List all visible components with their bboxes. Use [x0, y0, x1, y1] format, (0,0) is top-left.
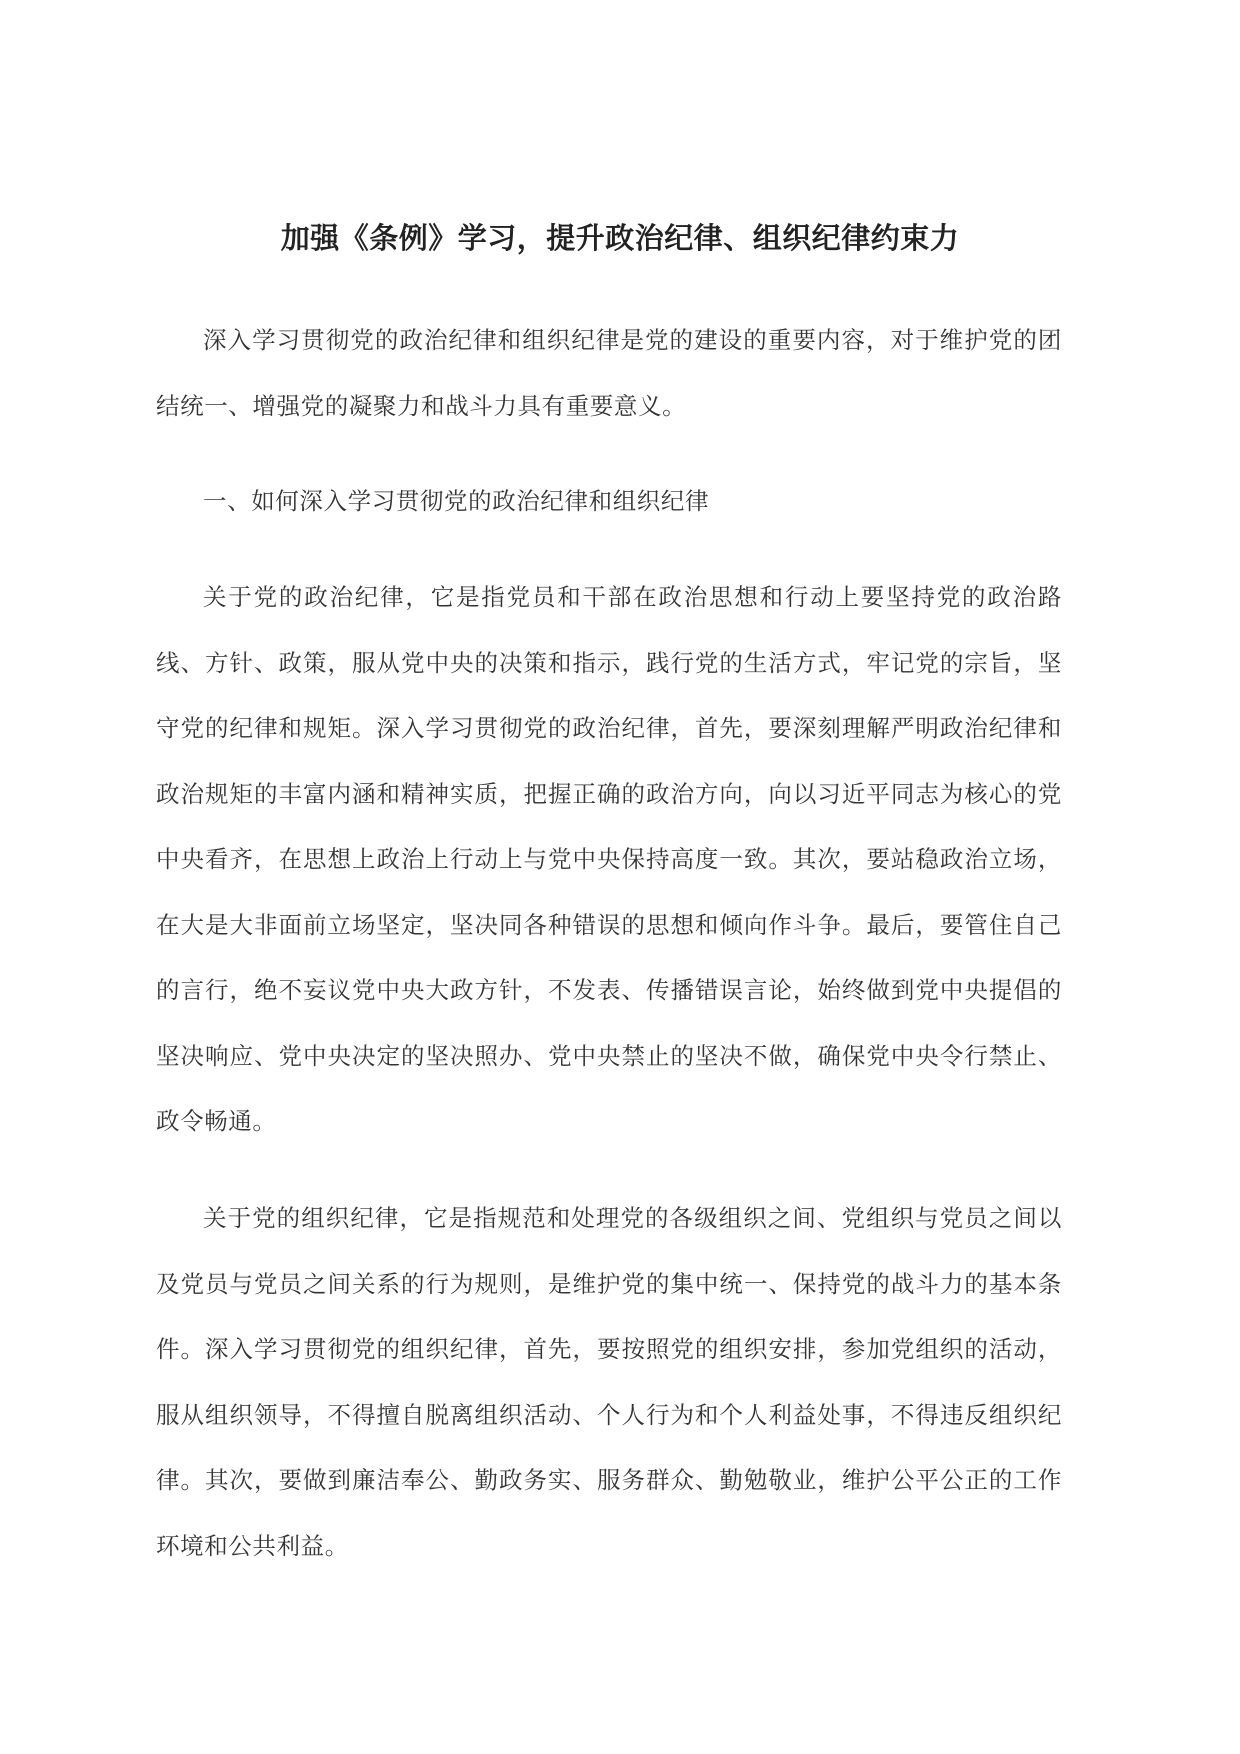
intro-paragraph: 深入学习贯彻党的政治纪律和组织纪律是党的建设的重要内容，对于维护党的团结统一、增强党的凝聚力和战斗力具有重要意义。	[156, 326, 1062, 420]
document-title: 加强《条例》学习，提升政治纪律、组织纪律约束力	[280, 221, 960, 255]
political-discipline-paragraph: 关于党的政治纪律，它是指党员和干部在政治思想和行动上要坚持党的政治路线、方针、政策，服从党中央的决策和指示，践行党的生活方式，牢记党的宗旨，坚守党的纪律和规矩。深入学习贯彻党的政治纪律，首先，要深刻理解严明政治纪律和政治规矩的丰富内涵和精神实质，把握正确的政治方向，向以习近平同志为核心的党中央看齐，在思想上政治上行动上与党中央保持高度一致。其次，要站稳政治立场，在大是大非面前立场坚定，坚决同各种错误的思想和倾向作斗争。最后，要管住自己的言行，绝不妄议党中央大政方针，不发表、传播错误言论，始终做到党中央提倡的坚决响应、党中央决定的坚决照办、党中央禁止的坚决不做，确保党中央令行禁止、政令畅通。	[156, 583, 1062, 1135]
section-heading: 一、如何深入学习贯彻党的政治纪律和组织纪律	[203, 487, 710, 515]
organizational-discipline-paragraph: 关于党的组织纪律，它是指规范和处理党的各级组织之间、党组织与党员之间以及党员与党员之间关系的行为规则，是维护党的集中统一、保持党的战斗力的基本条件。深入学习贯彻党的组织纪律，首先，要按照党的组织安排，参加党组织的活动，服从组织领导，不得擅自脱离组织活动、个人行为和个人利益处事，不得违反组织纪律。其次，要做到廉洁奉公、勤政务实、服务群众、勤勉敬业，维护公平公正的工作环境和公共利益。	[156, 1204, 1062, 1560]
